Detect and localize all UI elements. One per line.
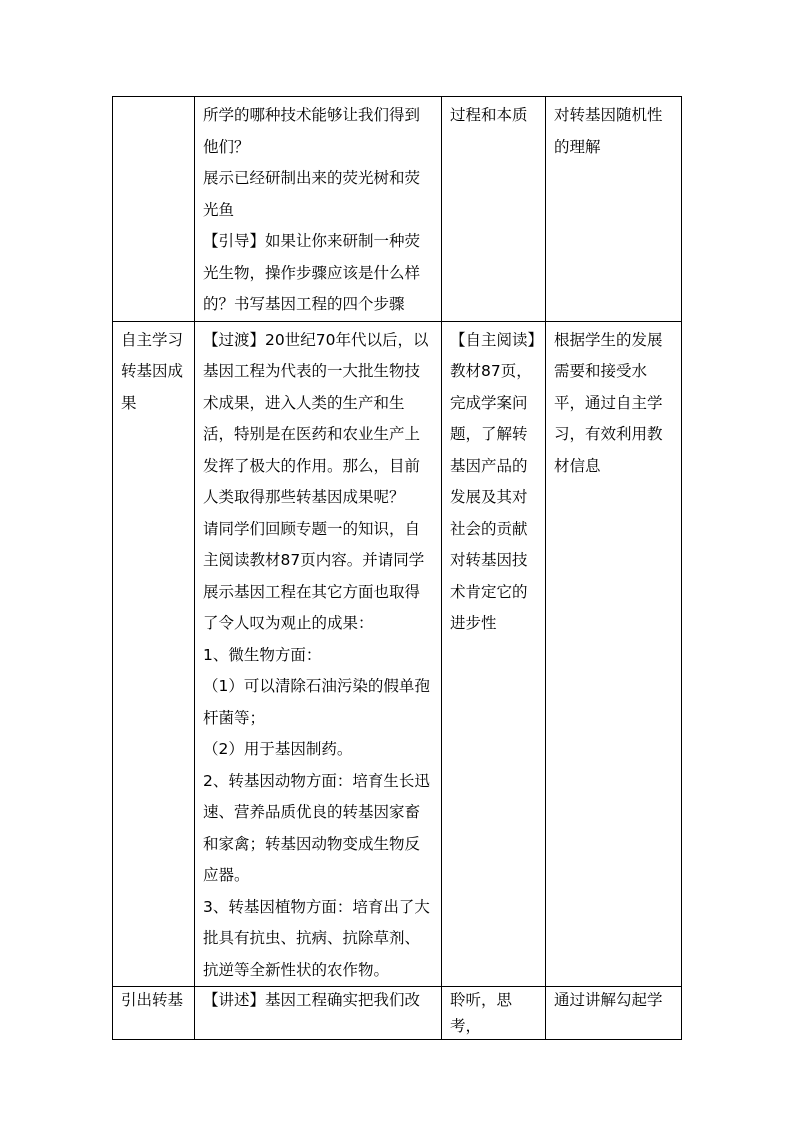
teacher-activity-cell — [195, 321, 442, 987]
stage-cell — [113, 97, 195, 322]
paragraph: 所学的哪种技术能够让我们得到他们？ — [203, 106, 421, 156]
paragraph: 聆听，思考， — [450, 991, 513, 1035]
paragraph: 请同学们回顾专题一的知识，自主阅读教材87页内容。并请同学展示基因工程在其它方面也取得了令人叹为观止的成果： — [203, 519, 425, 632]
student-activity-cell — [442, 987, 546, 1040]
teacher-activity-cell — [195, 97, 442, 322]
paragraph: 【过渡】20世纪70年代以后，以基因工程为代表的一大批生物技术成果，进入人类的生产和生活，特别是在医药和农业生产上发挥了极大的作用。那么，目前人类取得那些转基因成果呢？ — [203, 330, 429, 506]
paragraph: 自主学习转基因成果 — [121, 330, 184, 412]
table-row — [113, 321, 682, 987]
paragraph: 引出转基 — [121, 991, 184, 1009]
design-intent-cell — [546, 321, 682, 987]
student-activity-cell — [442, 97, 546, 322]
table-row — [113, 987, 682, 1040]
teacher-activity-cell — [195, 987, 442, 1040]
paragraph: 根据学生的发展需要和接受水平，通过自主学习，有效利用教材信息 — [554, 330, 663, 475]
stage-cell — [113, 321, 195, 987]
lesson-plan-table — [112, 96, 682, 1040]
table-row — [113, 97, 682, 322]
paragraph: （2）用于基因制药。 — [203, 740, 353, 758]
design-intent-cell — [546, 987, 682, 1040]
paragraph: 过程和本质 — [450, 106, 528, 124]
student-activity-cell — [442, 321, 546, 987]
paragraph: （1）可以清除石油污染的假单孢杆菌等； — [203, 677, 430, 727]
paragraph: 通过讲解勾起学 — [554, 991, 663, 1009]
design-intent-cell — [546, 97, 682, 322]
paragraph: 【引导】如果让你来研制一种荧光生物，操作步骤应该是什么样的？书写基因工程的四个步骤 — [203, 232, 421, 313]
stage-cell — [113, 987, 195, 1040]
paragraph: 【讲述】基因工程确实把我们改 — [203, 991, 421, 1009]
paragraph: 展示已经研制出来的荧光树和荧光鱼 — [203, 169, 421, 219]
paragraph: 2、转基因动物方面：培育生长迅速、营养品质优良的转基因家畜和家禽；转基因动物变成生物反应器。 — [203, 771, 430, 884]
paragraph: 1、微生物方面： — [203, 645, 322, 664]
paragraph: 3、转基因植物方面：培育出了大批具有抗虫、抗病、抗除草剂、抗逆等全新性状的农作物。 — [203, 897, 430, 979]
paragraph: 【自主阅读】教材87页，完成学案问题，了解转基因产品的发展及其对社会的贡献 对转基因技术肯定它的进步性 — [450, 330, 536, 632]
paragraph: 对转基因随机性的理解 — [554, 106, 663, 156]
